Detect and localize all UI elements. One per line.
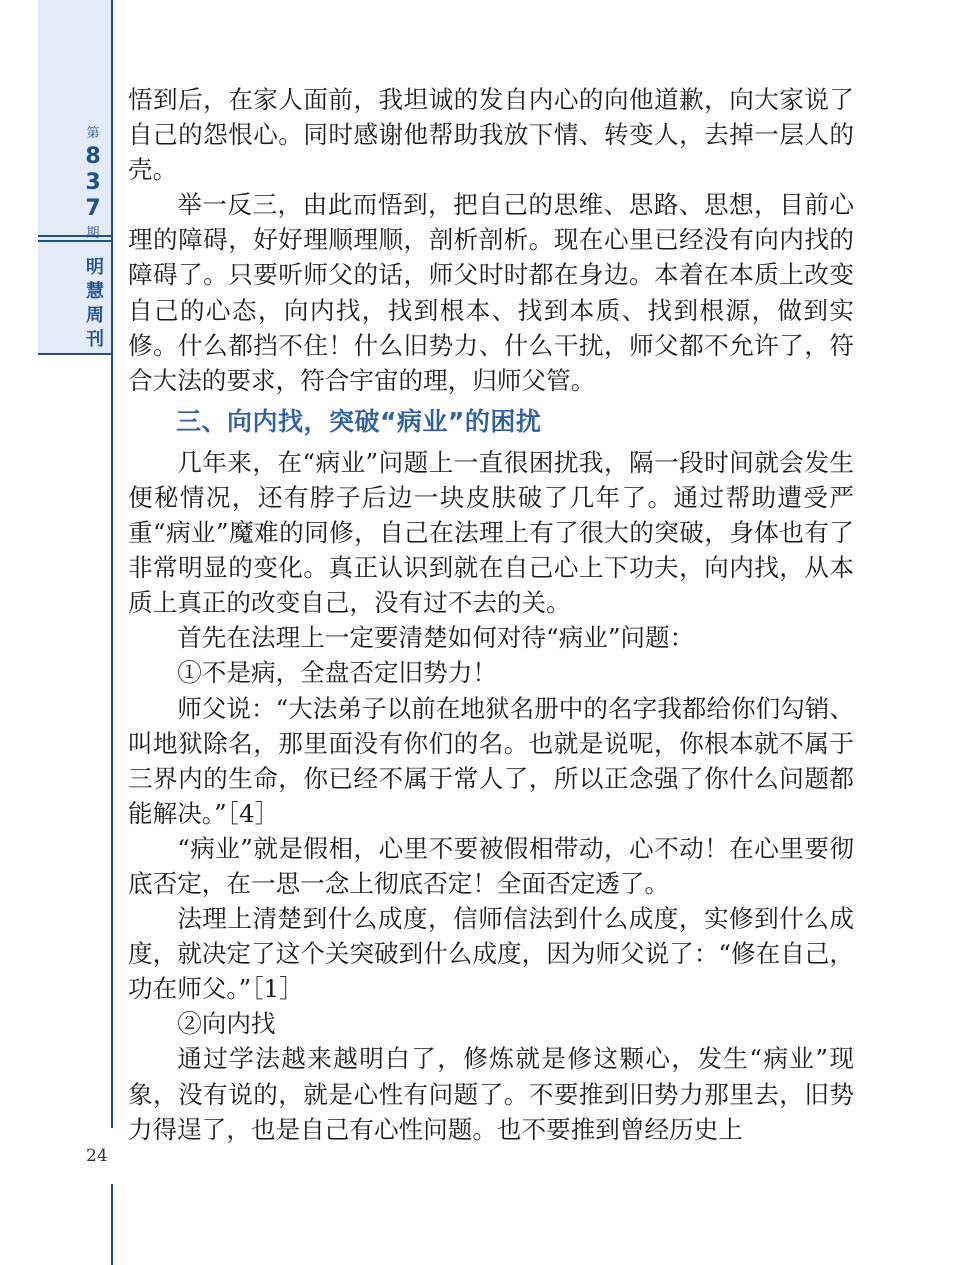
issue-digit: 7 xyxy=(85,196,101,221)
paragraph: 通过学法越来越明白了，修炼就是修这颗心，发生“病业”现象，没有说的，就是心性有问题了。不要推到旧势力那里去，旧势力得逞了，也是自己有心性问题。也不要推到曾经历史上 xyxy=(128,1044,854,1144)
list-point: ①不是病，全盘否定旧势力！ xyxy=(177,658,497,688)
magazine-char: 周 xyxy=(86,305,104,326)
issue-number xyxy=(76,126,110,242)
magazine-char: 慧 xyxy=(86,281,104,302)
magazine-title xyxy=(80,256,110,352)
page-number: 24 xyxy=(86,1146,108,1166)
list-point: ②向内找 xyxy=(177,1009,276,1039)
paragraph: 法理上清楚到什么成度，信师信法到什么成度，实修到什么成度，就决定了这个关突破到什么成度，因为师父说了：“修在自己，功在师父。”［1］ xyxy=(128,904,854,1004)
issue-digit: 3 xyxy=(85,170,101,195)
issue-prefix: 第 xyxy=(86,126,100,141)
magazine-char: 明 xyxy=(86,257,104,278)
paragraph: 举一反三，由此而悟到，把自己的思维、思路、思想，目前心理的障碍，好好理顺理顺，剖析剖析。现在心里已经没有向内找的障碍了。只要听师父的话，师父时时都在身边。本着在本质上改变自己的心态，向内找，找到根本、找到本质、找到根源，做到实修。什么都挡不住！什么旧势力、什么干扰，师父都不允许了，符合大法的要求，符合宇宙的理，归师父管。 xyxy=(128,190,854,395)
paragraph: “病业”就是假相，心里不要被假相带动，心不动！在心里要彻底否定，在一思一念上彻底否定！全面否定透了。 xyxy=(128,833,854,898)
magazine-char: 刊 xyxy=(86,329,104,350)
section-heading: 三、向内找，突破“病业”的困扰 xyxy=(176,406,542,436)
issue-suffix: 期 xyxy=(86,226,100,241)
issue-digit: 8 xyxy=(85,144,101,169)
article-body xyxy=(128,82,854,1147)
issue-digits xyxy=(76,144,110,222)
paragraph: 悟到后，在家人面前，我坦诚的发自内心的向他道歉，向大家说了自己的怨恨心。同时感谢他帮助我放下情、转变人，去掉一层人的壳。 xyxy=(128,85,854,185)
quote-paragraph: 师父说：“大法弟子以前在地狱名册中的名字我都给你们勾销、叫地狱除名，那里面没有你们的名。也就是说呢，你根本就不属于三界内的生命，你已经不属于常人了，所以正念强了你什么问题都能解决。”［4］ xyxy=(128,693,854,828)
paragraph: 几年来，在“病业”问题上一直很困扰我，隔一段时间就会发生便秘情况，还有脖子后边一块皮肤破了几年了。通过帮助遭受严重“病业”魔难的同修，自己在法理上有了很大的突破，身体也有了非常明显的变化。真正认识到就在自己心上下功夫，向内找，从本质上真正的改变自己，没有过不去的关。 xyxy=(128,447,854,618)
paragraph: 首先在法理上一定要清楚如何对待“病业”问题： xyxy=(177,623,695,653)
margin-rule xyxy=(111,0,113,1265)
